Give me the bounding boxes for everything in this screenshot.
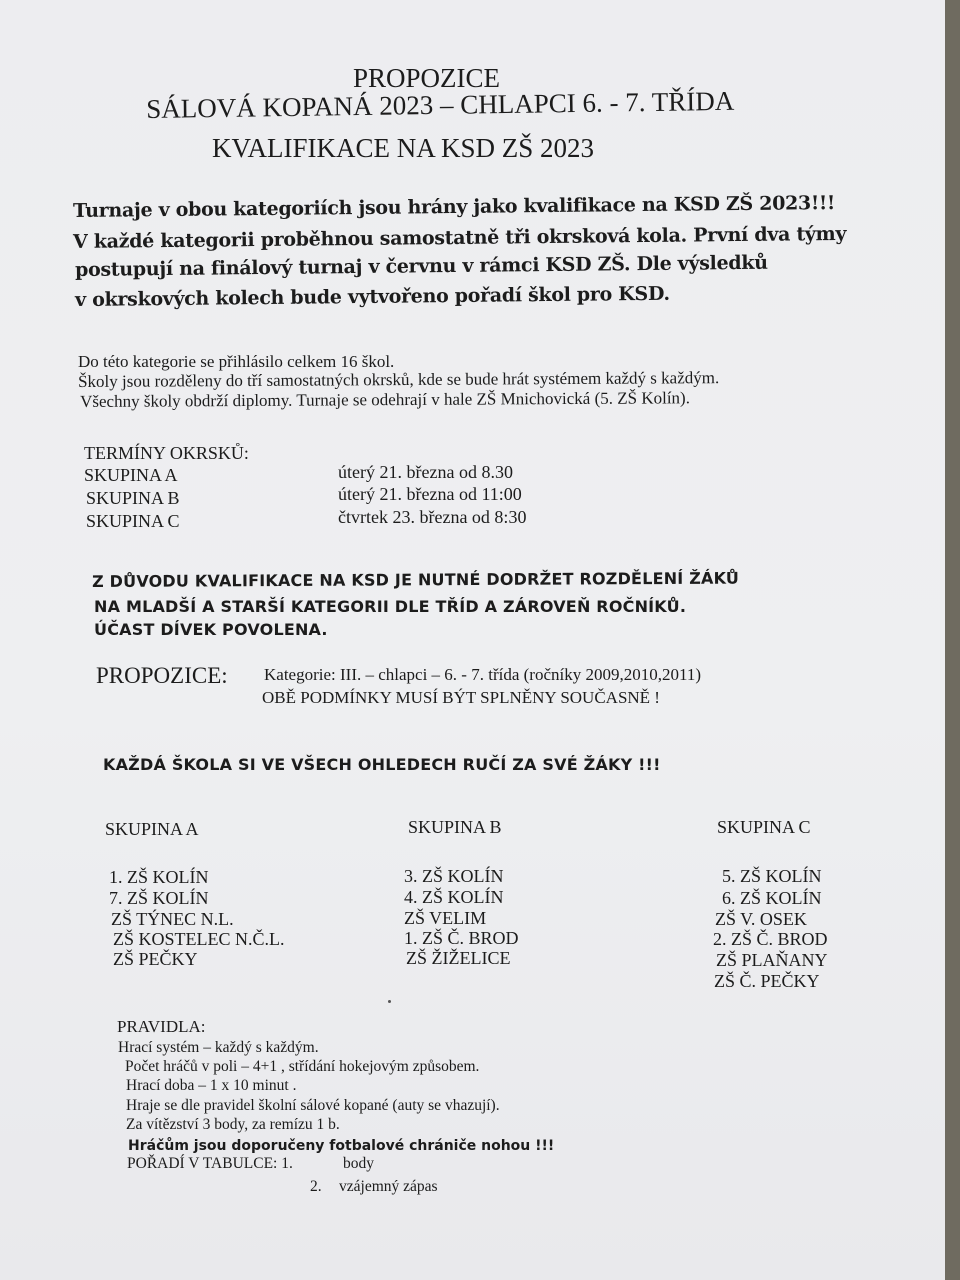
rules-order-label: POŘADÍ V TABULCE: 1. [127, 1155, 293, 1172]
intro-line: v okrskových kolech bude vytvořeno pořadí škol pro KSD. [75, 282, 670, 311]
group-b-title: SKUPINA B [408, 817, 502, 837]
rules-item: Za vítězství 3 body, za remízu 1 b. [126, 1116, 340, 1133]
propozice-condition: OBĚ PODMÍNKY MUSÍ BÝT SPLNĚNY SOUČASNĚ ! [262, 688, 660, 707]
terms-title: TERMÍNY OKRSKŮ: [84, 443, 249, 463]
group-c-school: 2. ZŠ Č. BROD [713, 929, 828, 949]
terms-date: čtvrtek 23. března od 8:30 [338, 507, 527, 527]
group-a-school: ZŠ KOSTELEC N.Č.L. [113, 929, 285, 949]
rules-item: Hrací doba – 1 x 10 minut . [126, 1077, 297, 1094]
rules-protection-note: Hráčům jsou doporučeny fotbalové chrániče nohou !!! [128, 1138, 555, 1154]
rules-order-2-number: 2. [310, 1178, 322, 1195]
intro-line: Turnaje v obou kategoriích jsou hrány jako kvalifikace na KSD ZŠ 2023!!! [73, 192, 836, 222]
terms-group: SKUPINA A [84, 465, 178, 485]
rules-item: Hraje se dle pravidel školní sálové kopané (auty se vhazují). [126, 1097, 500, 1114]
group-b-school: 4. ZŠ KOLÍN [404, 887, 504, 907]
paper-speck [388, 1000, 391, 1003]
terms-group: SKUPINA B [86, 488, 180, 508]
rules-item: Počet hráčů v poli – 4+1 , střídání hokejovým způsobem. [125, 1058, 480, 1075]
group-b-school: 1. ZŠ Č. BROD [404, 928, 519, 948]
group-a-title: SKUPINA A [105, 819, 199, 839]
propozice-label: PROPOZICE: [96, 663, 228, 688]
terms-group: SKUPINA C [86, 511, 180, 531]
info-line: Všechny školy obdrží diplomy. Turnaje se odehrají v hale ZŠ Mnichovická (5. ZŠ Kolín). [80, 388, 690, 411]
title-propozice: PROPOZICE [353, 63, 501, 93]
group-a-school: ZŠ PEČKY [113, 949, 198, 969]
group-b-school: 3. ZŠ KOLÍN [404, 866, 504, 886]
warning-line: ÚČAST DÍVEK POVOLENA. [94, 620, 328, 639]
rules-order-2: vzájemný zápas [339, 1178, 438, 1195]
rules-order-1: body [343, 1155, 374, 1172]
warning-line: NA MLADŠÍ A STARŠÍ KATEGORII DLE TŘÍD A ZÁROVEŇ ROČNÍKŮ. [94, 597, 687, 616]
intro-line: postupují na finálový turnaj v červnu v rámci KSD ZŠ. Dle výsledků [75, 251, 768, 281]
rules-title: PRAVIDLA: [117, 1017, 206, 1036]
group-a-school: ZŠ TÝNEC N.L. [111, 909, 234, 929]
group-c-school: ZŠ Č. PEČKY [714, 971, 820, 991]
group-c-school: 5. ZŠ KOLÍN [722, 866, 822, 886]
warning-line: Z DŮVODU KVALIFIKACE NA KSD JE NUTNÉ DODRŽET ROZDĚLENÍ ŽÁKŮ [92, 568, 740, 591]
intro-line: V každé kategorii proběhnou samostatně tři okrsková kola. První dva týmy [73, 222, 847, 253]
info-line: Do této kategorie se přihlásilo celkem 16 škol. [78, 352, 395, 371]
group-b-school: ZŠ ŽIŽELICE [406, 948, 511, 968]
terms-date: úterý 21. března od 8.30 [338, 462, 513, 482]
terms-date: úterý 21. března od 11:00 [338, 484, 522, 504]
group-c-school: ZŠ V. OSEK [715, 909, 807, 929]
group-b-school: ZŠ VELIM [404, 908, 487, 928]
info-line: Školy jsou rozděleny do tří samostatných okrsků, kde se bude hrát systémem každý s každým. [78, 368, 720, 391]
group-c-school: 6. ZŠ KOLÍN [722, 888, 822, 908]
group-a-school: 7. ZŠ KOLÍN [109, 888, 209, 908]
title-tournament: SÁLOVÁ KOPANÁ 2023 – CHLAPCI 6. - 7. TŘÍDA [146, 85, 735, 124]
propozice-category: Kategorie: III. – chlapci – 6. - 7. třída (ročníky 2009,2010,2011) [264, 665, 701, 684]
group-a-school: 1. ZŠ KOLÍN [109, 867, 209, 887]
title-qualification: KVALIFIKACE NA KSD ZŠ 2023 [212, 133, 595, 163]
responsibility-note: KAŽDÁ ŠKOLA SI VE VŠECH OHLEDECH RUČÍ ZA SVÉ ŽÁKY !!! [103, 755, 661, 774]
group-c-school: ZŠ PLAŇANY [716, 950, 828, 970]
rules-item: Hrací systém – každý s každým. [118, 1039, 319, 1056]
group-c-title: SKUPINA C [717, 817, 811, 837]
